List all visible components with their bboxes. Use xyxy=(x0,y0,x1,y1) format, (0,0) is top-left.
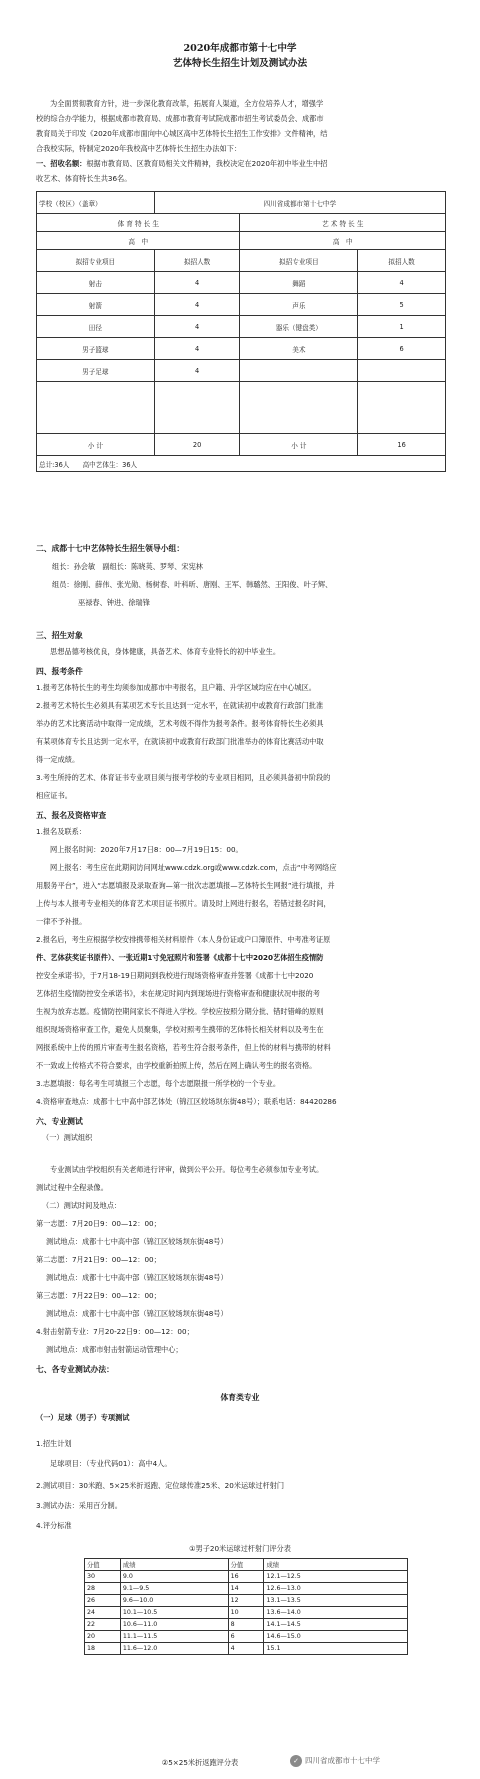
score-cell: 9.6—10.0 xyxy=(120,1595,228,1607)
table-row xyxy=(37,338,446,360)
score-cell: 15.1 xyxy=(264,1643,408,1655)
section-6-line: 专业测试由学校组织有关老师进行评审，做到公平公开。每位考生必须参加专业考试。 xyxy=(50,1165,324,1174)
watermark xyxy=(290,1755,380,1767)
table-row xyxy=(37,294,446,316)
section-4-line: 得一定成绩。 xyxy=(36,755,80,764)
pe-count: 4 xyxy=(154,294,240,316)
score-cell: 30 xyxy=(85,1571,121,1583)
score-cell: 18 xyxy=(85,1643,121,1655)
section-5-line: 3.志愿填报：每名考生可填报三个志愿，每个志愿限报一所学校的一个专业。 xyxy=(36,1079,281,1088)
score-header-row xyxy=(85,1559,408,1571)
art-header: 艺 术 特 长 生 xyxy=(240,214,446,232)
score-cell: 13.6—14.0 xyxy=(264,1607,408,1619)
schedule-line: 测试地点：成都市射击射箭运动管理中心； xyxy=(46,1345,183,1354)
pe-project: 射箭 xyxy=(37,294,155,316)
schedule-line: 第一志愿：7月20日9：00—12：00； xyxy=(36,1219,161,1228)
score-cell: 12 xyxy=(228,1595,264,1607)
score-cell: 9.0 xyxy=(120,1571,228,1583)
section-1-line xyxy=(36,160,466,167)
table-row xyxy=(85,1595,408,1607)
section-6-sub: （二）测试时间及地点： xyxy=(42,1201,122,1210)
section-6-sub: （一）测试组织 xyxy=(42,1133,93,1142)
art-project xyxy=(240,360,358,382)
pe-count: 4 xyxy=(154,316,240,338)
section-6-line: 测试过程中全程录像。 xyxy=(36,1183,108,1192)
table-row xyxy=(85,1607,408,1619)
schedule-line: 测试地点：成都十七中高中部（锦江区较场坝东街48号） xyxy=(46,1309,228,1318)
pe-col-project: 拟招专业项目 xyxy=(37,250,155,272)
schedule-line: 第二志愿：7月21日9：00—12：00； xyxy=(36,1255,161,1264)
score-cell: 10.1—10.5 xyxy=(120,1607,228,1619)
table-row xyxy=(85,1631,408,1643)
section-1-head: 一、招收名额： xyxy=(36,159,87,168)
score-header: 分值 xyxy=(228,1559,264,1571)
section-5-line: 用服务平台”，进入“志愿填报及录取查询—第一批次志愿填报—艺体特长生网报”进行填报，并 xyxy=(36,881,335,890)
section-4-line: 1.报考艺体特长生的考生均须参加成都市中考报名，且户籍、升学区域均应在中心城区。 xyxy=(36,683,316,692)
intro-line: 合我校实际，特制定2020年我校高中艺体特长生招生办法如下： xyxy=(36,144,242,153)
section-4-line: 有某项体育专长且达到一定水平，在就读初中或教育行政部门批准举办的体育比赛活动中取 xyxy=(36,737,324,746)
section-5-line: 4.资格审查地点：成都十七中高中部艺体处（锦江区较场坝东街48号）；联系电话：84420286 xyxy=(36,1097,337,1106)
score-cell: 8 xyxy=(228,1619,264,1631)
pe-project: 田径 xyxy=(37,316,155,338)
schedule-line: 4.射击射箭专业：7月20-22日9：00—12：00； xyxy=(36,1327,194,1336)
section-7-line: 1.招生计划 xyxy=(36,1439,72,1448)
section-7-head: 七、各专业测试办法： xyxy=(36,1365,114,1374)
art-level: 高 中 xyxy=(240,232,446,250)
score-cell: 10 xyxy=(228,1607,264,1619)
section-5-line: 生视为放弃志愿。疫情防控期间家长不得进入学校。学校应按照分期分批、错时错峰的原则 xyxy=(36,1007,324,1016)
art-project: 舞蹈 xyxy=(240,272,358,294)
section-5-line: 组织现场资格审查工作，避免人员聚集，学校对照考生携带的艺体特长相关材料以及考生在 xyxy=(36,1025,324,1034)
score-header: 分值 xyxy=(85,1559,121,1571)
table-row xyxy=(37,360,446,382)
section-4-line: 2.报考艺术特长生必须具有某项艺术专长且达到一定水平，在就读初中或教育行政部门批准 xyxy=(36,701,324,710)
art-project: 美术 xyxy=(240,338,358,360)
school-label: 学校（校区）（盖章） xyxy=(37,192,155,214)
score-cell: 9.1—9.5 xyxy=(120,1583,228,1595)
section-1-text: 根据市教育局、区教育局相关文件精神，我校决定在2020年初中毕业生中招 xyxy=(86,159,328,168)
schedule-line: 第三志愿：7月22日9：00—12：00； xyxy=(36,1291,161,1300)
score-cell: 4 xyxy=(228,1643,264,1655)
section-7-sub: （一）足球（男子）专项测试 xyxy=(36,1413,130,1422)
section-5-line: 一律不予补报。 xyxy=(36,917,87,926)
section-2-members-2: 巫禄春、钟进、徐瑞锋 xyxy=(78,598,150,607)
pe-count: 4 xyxy=(154,338,240,360)
section-5-line: 网上报名：考生应在此期间访问网址www.cdzk.org或www.cdzk.com，点击“中考网络应 xyxy=(50,863,337,872)
section-5-line: 不一致或上传格式不符合要求，由学校重新拍照上传，然后在网上确认考生的报名资格。 xyxy=(36,1061,317,1070)
section-7-line: 3.测试办法：采用百分制。 xyxy=(36,1501,122,1510)
section-5-line: 件、艺体获奖证书原件）、一张近期1寸免冠照片和签署《成都十七中2020艺体招生疫情防 xyxy=(36,953,324,962)
pe-project: 射击 xyxy=(37,272,155,294)
intro-line: 校的综合办学能力，根据成都市教育局、成都市教育考试院成都市招生考试委员会、成都市 xyxy=(36,114,324,123)
table-row xyxy=(85,1643,408,1655)
score-cell: 14.1—14.5 xyxy=(264,1619,408,1631)
pe-project: 男子足球 xyxy=(37,360,155,382)
score-cell: 24 xyxy=(85,1607,121,1619)
section-5-head: 五、报名及资格审查 xyxy=(36,811,107,820)
score-cell: 22 xyxy=(85,1619,121,1631)
score-cell: 13.1—13.5 xyxy=(264,1595,408,1607)
pe-subtotal: 20 xyxy=(154,434,240,456)
table-row xyxy=(85,1571,408,1583)
next-table-title: ②5×25米折返跑评分表 xyxy=(161,1758,239,1767)
section-4-line: 相应证书。 xyxy=(36,791,72,800)
table-row-subtotal xyxy=(37,434,446,456)
art-col-count: 拟招人数 xyxy=(358,250,446,272)
admission-plan-table xyxy=(36,191,446,472)
score-cell: 28 xyxy=(85,1583,121,1595)
score-cell: 6 xyxy=(228,1631,264,1643)
section-7-line: 4.评分标准 xyxy=(36,1521,72,1530)
section-5-line: 网上报名时间：2020年7月17日8：00—7月19日15：00。 xyxy=(50,845,243,854)
score-cell: 26 xyxy=(85,1595,121,1607)
section-3-head: 三、招生对象 xyxy=(36,631,83,640)
section-5-line: 控安全承诺书》，于7月18-19日期间到我校进行现场资格审查并签署《成都十七中2020 xyxy=(36,971,314,980)
score-cell: 10.6—11.0 xyxy=(120,1619,228,1631)
table-row xyxy=(85,1619,408,1631)
section-7-line: 足球项目：（专业代码01）：高中4人。 xyxy=(50,1459,172,1468)
section-2-members: 组员：徐刚、薛伟、张光勋、杨树春、叶科昕、唐刚、王军、韩璐然、王阳俊、叶子辉、 xyxy=(52,580,333,589)
section-5-line: 艺体招生疫情防控安全承诺书》，未在规定时间内到现场进行资格审查和健康状况申报的考 xyxy=(36,989,320,998)
score-table xyxy=(84,1558,408,1655)
intro-line: 教育局关于印发《2020年成都市面向中心城区高中艺体特长生招生工作安排》文件精神，结 xyxy=(36,129,328,138)
art-count: 6 xyxy=(358,338,446,360)
score-cell: 11.1—11.5 xyxy=(120,1631,228,1643)
pe-count: 4 xyxy=(154,272,240,294)
art-count xyxy=(358,360,446,382)
art-project: 器乐（键盘类） xyxy=(240,316,358,338)
section-5-line: 上传与本人报考专业相关的体育艺术项目证书照片。请及时上网进行报名，若错过报名时间， xyxy=(36,899,331,908)
art-count: 5 xyxy=(358,294,446,316)
schedule-line: 测试地点：成都十七中高中部（锦江区较场坝东街48号） xyxy=(46,1237,228,1246)
table-row xyxy=(85,1583,408,1595)
section-5-line: 网报系统中上传的照片审查考生报名资格，若考生符合报考条件，但上传的材料与携带的材料 xyxy=(36,1043,331,1052)
watermark-text: 四川省成都市十七中学 xyxy=(305,1756,380,1765)
art-project: 声乐 xyxy=(240,294,358,316)
schedule-line: 测试地点：成都十七中高中部（锦江区较场坝东街48号） xyxy=(46,1273,228,1282)
pe-col-count: 拟招人数 xyxy=(154,250,240,272)
score-header: 成绩 xyxy=(120,1559,228,1571)
score-cell: 12.1—12.5 xyxy=(264,1571,408,1583)
section-4-line: 3.考生所持的艺术、体育证书专业项目须与报考学校的专业项目相同，且必须具备初中阶段的 xyxy=(36,773,331,782)
pe-project: 男子篮球 xyxy=(37,338,155,360)
section-2-head: 二、成都十七中艺体特长生招生领导小组： xyxy=(36,544,185,553)
table-row xyxy=(37,316,446,338)
section-3-text: 思想品德考核优良，身体健康，具备艺术、体育专业特长的初中毕业生。 xyxy=(50,647,281,656)
section-7-line: 2.测试项目：30米跑、5×25米折返跑、定位球传准25米、20米运球过杆射门 xyxy=(36,1481,285,1490)
score-cell: 14.6—15.0 xyxy=(264,1631,408,1643)
category-title: 体育类专业 xyxy=(220,1393,260,1402)
wechat-icon: ✓ xyxy=(290,1755,302,1767)
score-cell: 12.6—13.0 xyxy=(264,1583,408,1595)
section-6-head: 六、专业测试 xyxy=(36,1117,83,1126)
pe-header: 体 育 特 长 生 xyxy=(37,214,240,232)
score-cell: 14 xyxy=(228,1583,264,1595)
table-row xyxy=(37,272,446,294)
score-header: 成绩 xyxy=(264,1559,408,1571)
score-table-title: ①男子20米运球过杆射门评分表 xyxy=(189,1544,291,1553)
doc-title-line2: 艺体特长生招生计划及测试办法 xyxy=(172,58,308,69)
score-cell: 16 xyxy=(228,1571,264,1583)
section-5-line: 2.报名后，考生应根据学校安排携带相关材料原件（本人身份证或户口簿原件、中考准考证原 xyxy=(36,935,331,944)
art-count: 1 xyxy=(358,316,446,338)
art-count: 4 xyxy=(358,272,446,294)
section-4-head: 四、报考条件 xyxy=(36,667,83,676)
pe-subtotal-label: 小 计 xyxy=(37,434,155,456)
art-col-project: 拟招专业项目 xyxy=(240,250,358,272)
intro-line: 为全面贯彻教育方针，进一步深化教育改革，拓展育人渠道，全方位培养人才，增强学 xyxy=(50,99,324,108)
score-cell: 11.6—12.0 xyxy=(120,1643,228,1655)
table-row-empty xyxy=(37,382,446,434)
total-line: 总计:36人 高中艺体生：36人 xyxy=(37,456,446,472)
section-4-line: 举办的艺术比赛活动中取得一定成绩，艺术考级不得作为报考条件。报考体育特长生必须具 xyxy=(36,719,324,728)
section-5-line: 1.报名及联系： xyxy=(36,827,86,836)
school-name: 四川省成都市第十七中学 xyxy=(154,192,445,214)
section-2-leader: 组长：孙会敏 副组长：陈晓英、罗琴、宋宪林 xyxy=(52,562,203,571)
section-1-text-2: 收艺术、体育特长生共36名。 xyxy=(36,174,132,183)
pe-level: 高 中 xyxy=(37,232,240,250)
art-subtotal: 16 xyxy=(358,434,446,456)
doc-title-line1: 2020年成都市第十七中学 xyxy=(183,43,297,54)
pe-count: 4 xyxy=(154,360,240,382)
art-subtotal-label: 小 计 xyxy=(240,434,358,456)
score-cell: 20 xyxy=(85,1631,121,1643)
